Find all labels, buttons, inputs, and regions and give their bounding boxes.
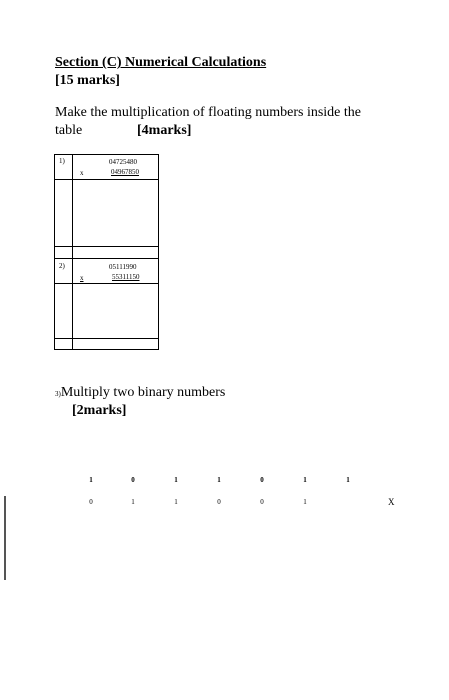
table-border-left bbox=[54, 154, 55, 350]
binary-digit: 0 bbox=[217, 498, 221, 506]
binary-digit: 1 bbox=[346, 476, 350, 484]
binary-digit: 1 bbox=[89, 476, 93, 484]
row-1-multiplicand: 04725480 bbox=[109, 158, 137, 166]
binary-digit: 0 bbox=[89, 498, 93, 506]
binary-digit: 0 bbox=[260, 476, 264, 484]
instruction-line-1: Make the multiplication of floating numbers inside the bbox=[55, 105, 361, 120]
row-2-multiplicand: 05111990 bbox=[109, 263, 137, 271]
question-3-text: Multiply two binary numbers bbox=[60, 385, 226, 400]
section-title: Section (C) Numerical Calculations bbox=[55, 55, 267, 70]
table-border-bottom bbox=[54, 349, 159, 350]
binary-digit: 1 bbox=[174, 498, 178, 506]
question-3-marks: [2marks] bbox=[72, 403, 127, 418]
binary-digit: 1 bbox=[303, 476, 307, 484]
table-rule bbox=[54, 283, 159, 284]
row-2-label: 2) bbox=[59, 262, 65, 270]
table-rule bbox=[54, 246, 159, 247]
question-3 bbox=[55, 385, 225, 401]
instruction-marks: [4marks] bbox=[137, 123, 192, 138]
binary-digit: 0 bbox=[260, 498, 264, 506]
page-edge-bar bbox=[4, 496, 6, 580]
calculation-table bbox=[54, 154, 159, 350]
binary-digit: 1 bbox=[303, 498, 307, 506]
binary-digit: 1 bbox=[217, 476, 221, 484]
table-rule bbox=[54, 338, 159, 339]
table-border-right bbox=[158, 154, 159, 350]
binary-digit: 0 bbox=[131, 476, 135, 484]
binary-digit: 1 bbox=[131, 498, 135, 506]
row-1-label: 1) bbox=[59, 157, 65, 165]
question-3-number: 3) bbox=[55, 390, 61, 398]
binary-multiply-operator: X bbox=[388, 497, 395, 507]
row-1-multiplier: 04967850 bbox=[111, 168, 139, 176]
row-2-multiplier: 55311150 bbox=[112, 273, 140, 281]
section-marks: [15 marks] bbox=[55, 73, 120, 88]
table-column-divider bbox=[72, 154, 73, 350]
table-rule bbox=[54, 258, 159, 259]
row-2-operator: x bbox=[80, 274, 84, 282]
binary-digit: 1 bbox=[174, 476, 178, 484]
table-border-top bbox=[54, 154, 159, 155]
instruction-line-2: table bbox=[55, 123, 83, 138]
row-1-operator: x bbox=[80, 169, 84, 177]
table-rule bbox=[54, 179, 159, 180]
